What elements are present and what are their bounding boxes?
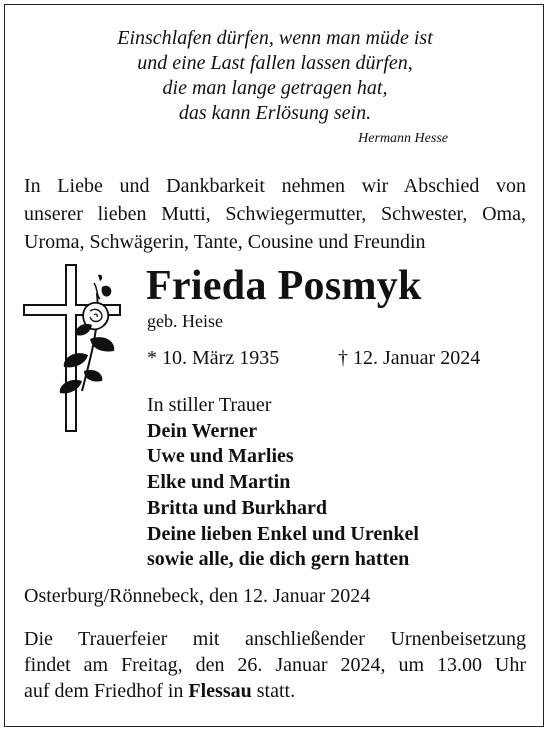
poem — [0, 26, 550, 126]
birth-name: geb. Heise — [147, 311, 223, 331]
notice-text: statt. — [251, 680, 296, 702]
poem-line: und eine Last fallen lassen dürfen, — [137, 52, 413, 74]
intro-line: Uroma, Schwägerin, Tante, Cousine und Freundin — [24, 231, 426, 253]
birth-date: * 10. März 1935 — [147, 347, 280, 369]
poem-author: Hermann Hesse — [358, 131, 448, 146]
poem-line: Einschlafen dürfen, wenn man müde ist — [117, 27, 433, 49]
mourners-list — [147, 393, 419, 573]
mourner-entry: Elke und Martin — [147, 471, 291, 494]
notice-line: Die Trauerfeier mit anschließender Urnenbeisetzung — [24, 628, 526, 650]
notice-text: auf dem Friedhof in — [24, 680, 189, 702]
funeral-notice — [24, 626, 526, 704]
poem-line: die man lange getragen hat, — [162, 77, 388, 99]
death-date: † 12. Januar 2024 — [338, 347, 481, 369]
deceased-name: Frieda Posmyk — [146, 263, 422, 309]
poem-line: das kann Erlösung sein. — [178, 102, 372, 124]
intro-line: In Liebe und Dankbarkeit nehmen wir Abschied von — [24, 175, 526, 197]
mourner-entry: Britta und Burkhard — [147, 496, 328, 519]
mourner-entry: sowie alle, die dich gern hatten — [147, 548, 410, 571]
intro-text — [24, 172, 526, 256]
place-and-date: Osterburg/Rönnebeck, den 12. Januar 2024 — [24, 585, 371, 607]
cross-with-rose-icon — [22, 263, 132, 433]
mourner-entry: Dein Werner — [147, 419, 258, 442]
mourner-entry: Deine lieben Enkel und Urenkel — [147, 522, 419, 545]
notice-line: findet am Freitag, den 26. Januar 2024, um 13.00 Uhr — [24, 654, 526, 676]
mourners-heading: In stiller Trauer — [147, 394, 272, 416]
mourner-entry: Uwe und Marlies — [147, 445, 294, 468]
intro-line: unserer lieben Mutti, Schwiegermutter, Schwester, Oma, — [24, 203, 526, 225]
cemetery-location: Flessau — [188, 680, 252, 702]
notice-line — [24, 678, 526, 704]
